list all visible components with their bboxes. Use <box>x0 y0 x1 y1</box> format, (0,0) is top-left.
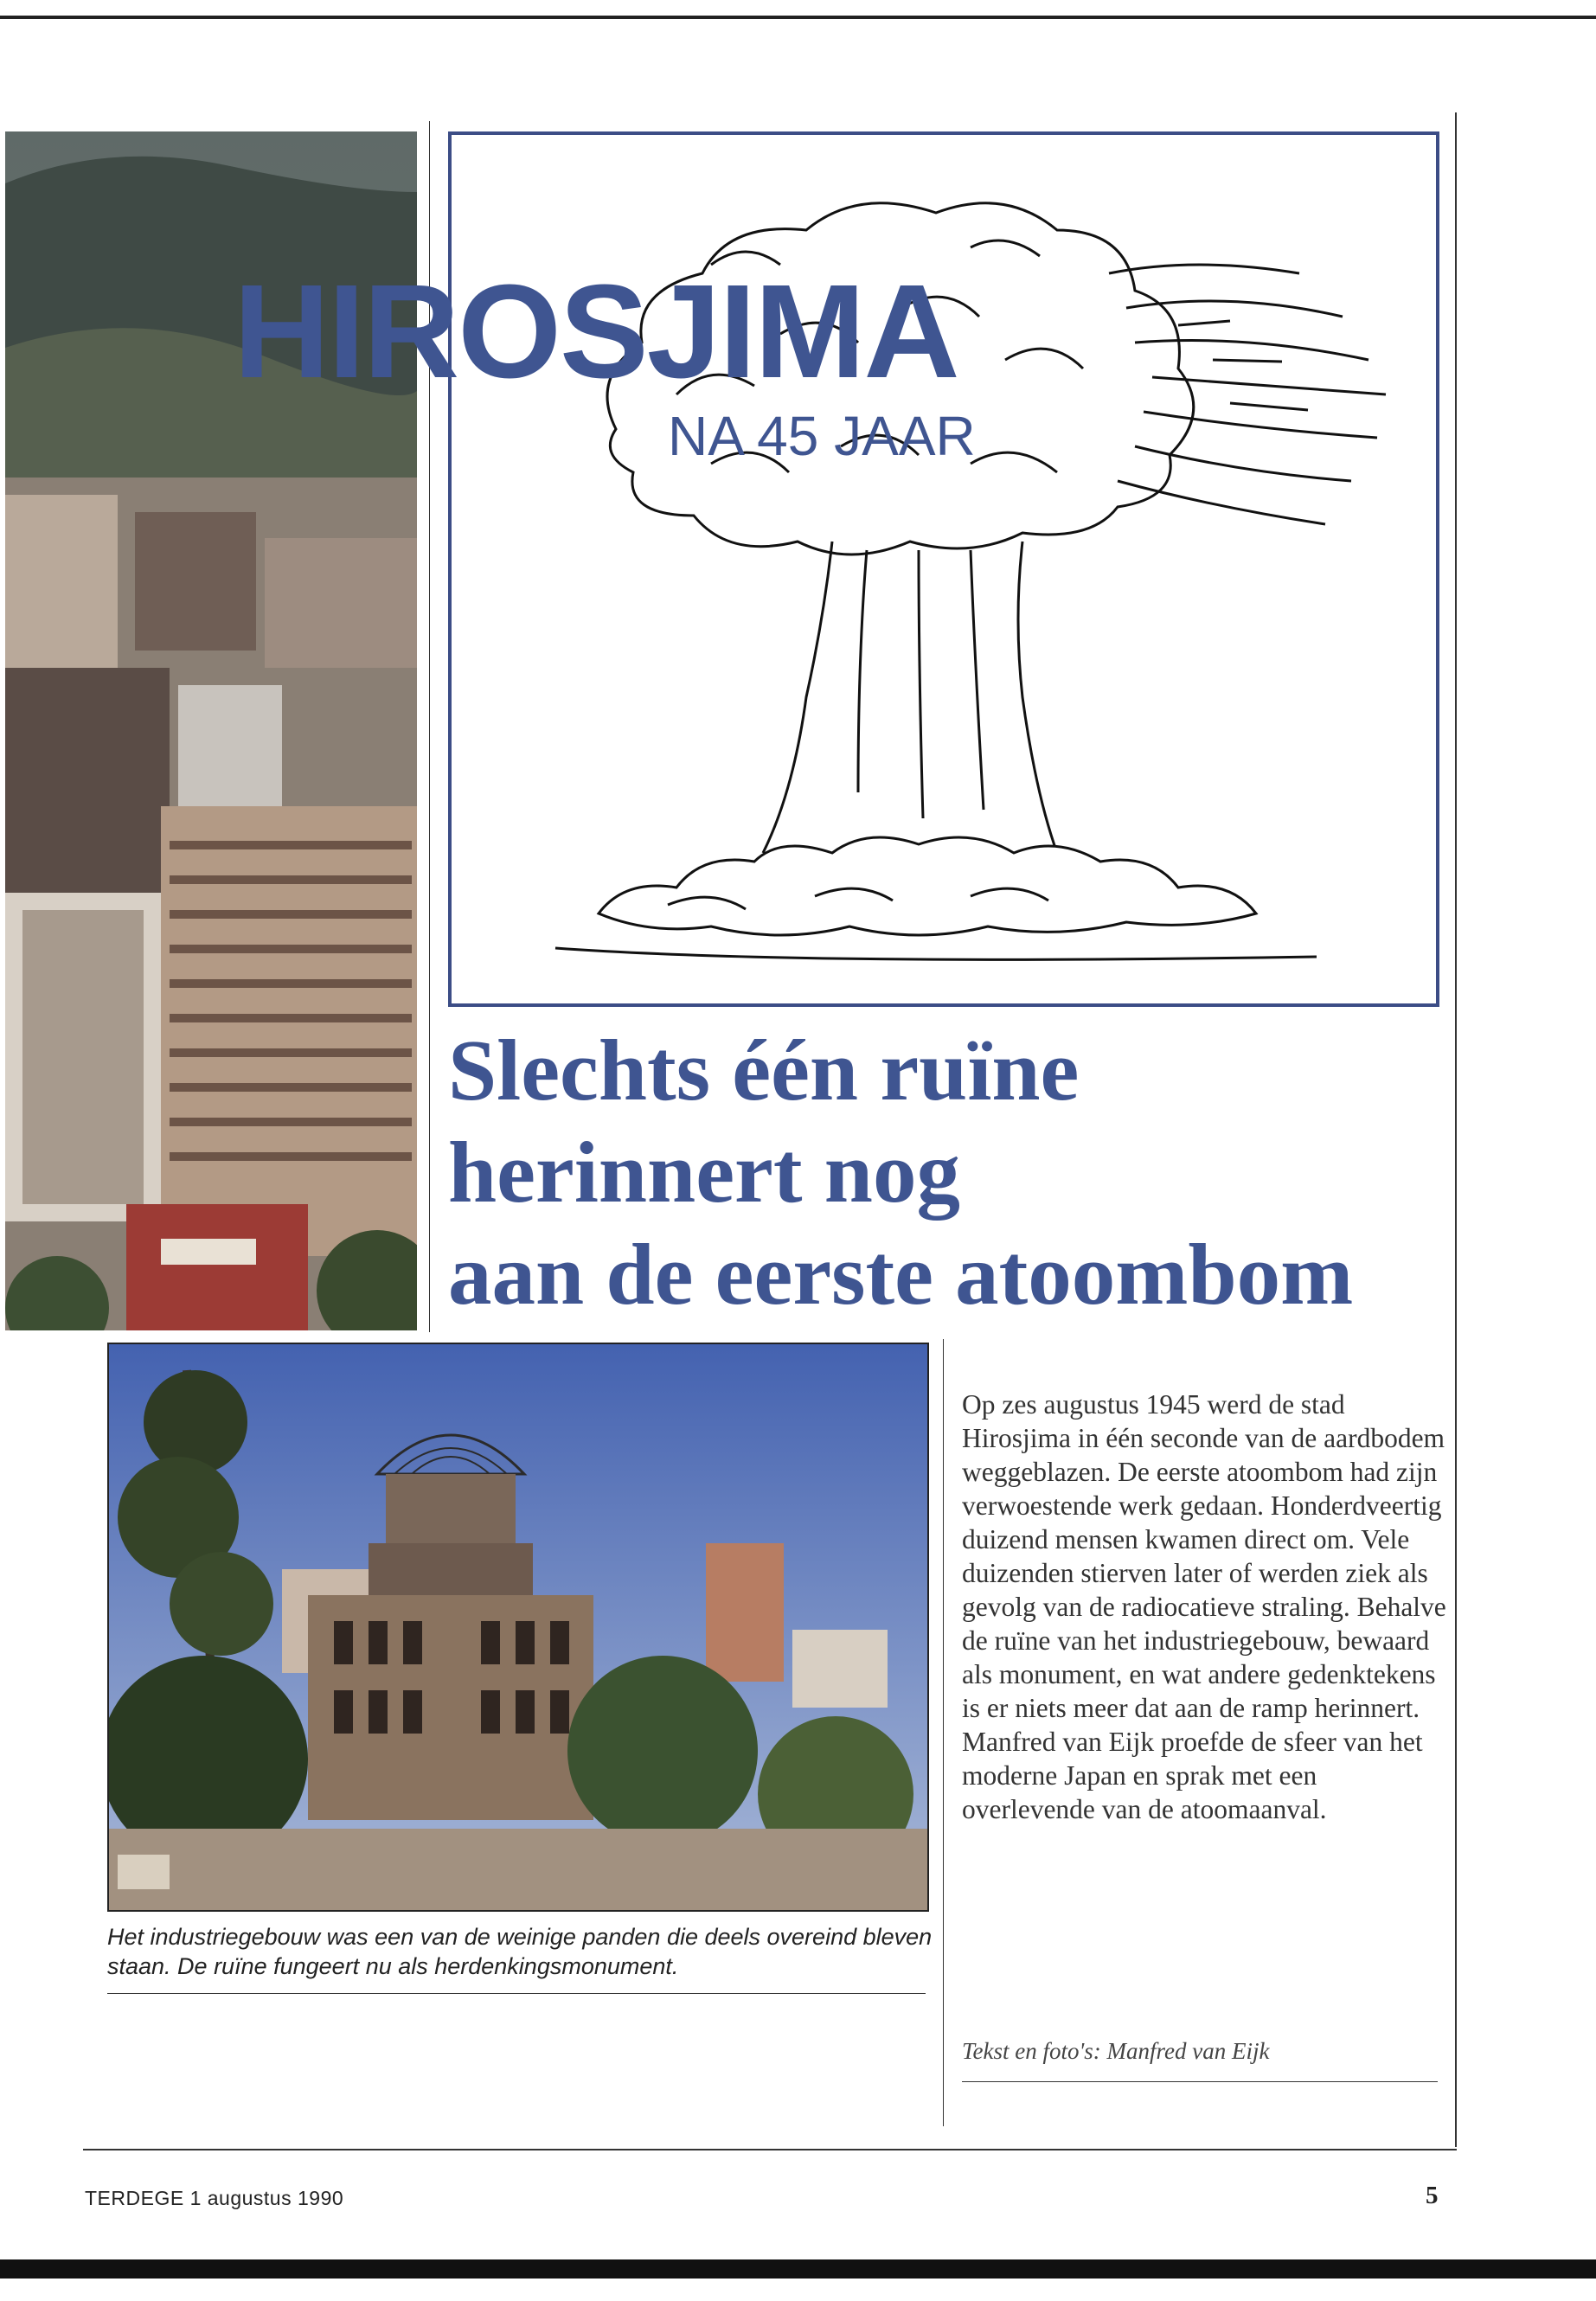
page-title: HIROSJIMA <box>234 257 958 406</box>
headline-line-2: herinnert nog <box>448 1124 960 1221</box>
photo-caption: Het industriegebouw was een van de weinige panden die deels overeind bleven staan. De ruïne fungeert nu als herdenkingsmonument. <box>107 1924 933 1979</box>
frame-right-line <box>1455 112 1457 2147</box>
credit-rule <box>962 2081 1438 2082</box>
column-divider <box>943 1339 944 2126</box>
caption-rule <box>107 1993 926 1994</box>
page-subtitle: NA 45 JAAR <box>668 405 976 467</box>
footer-publication: TERDEGE 1 augustus 1990 <box>85 2187 344 2209</box>
frame-bottom-line <box>83 2149 1457 2150</box>
headline-line-3: aan de eerste atoombom <box>448 1226 1354 1323</box>
headline-line-1: Slechts één ruïne <box>448 1022 1080 1118</box>
intro-text: Op zes augustus 1945 werd de stad Hirosjima in één seconde van de aardbodem weggeblazen. De eerste atoombom had zijn verwoestende werk gedaan. Honderdveertig duizend mensen kwamen direct om. Vele duizenden stierven later of werden ziek als gevolg van de radiocatieve straling. Behalve de ruïne van het industriegebouw, bewaard als monument, en wat andere gedenktekens is er niets meer dat aan de ramp herinnert. Manfred van Eijk proefde de sfeer van het moderne Japan en sprak met een overlevende van de atoomaanval. <box>962 1389 1446 1824</box>
atomic-dome-photo <box>107 1343 929 1912</box>
page-number: 5 <box>1426 2182 1439 2209</box>
bottom-band <box>0 2259 1596 2279</box>
photo-credit: Tekst en foto's: Manfred van Eijk <box>962 2038 1270 2064</box>
headline <box>448 1019 1443 1325</box>
top-rule <box>0 16 1596 19</box>
